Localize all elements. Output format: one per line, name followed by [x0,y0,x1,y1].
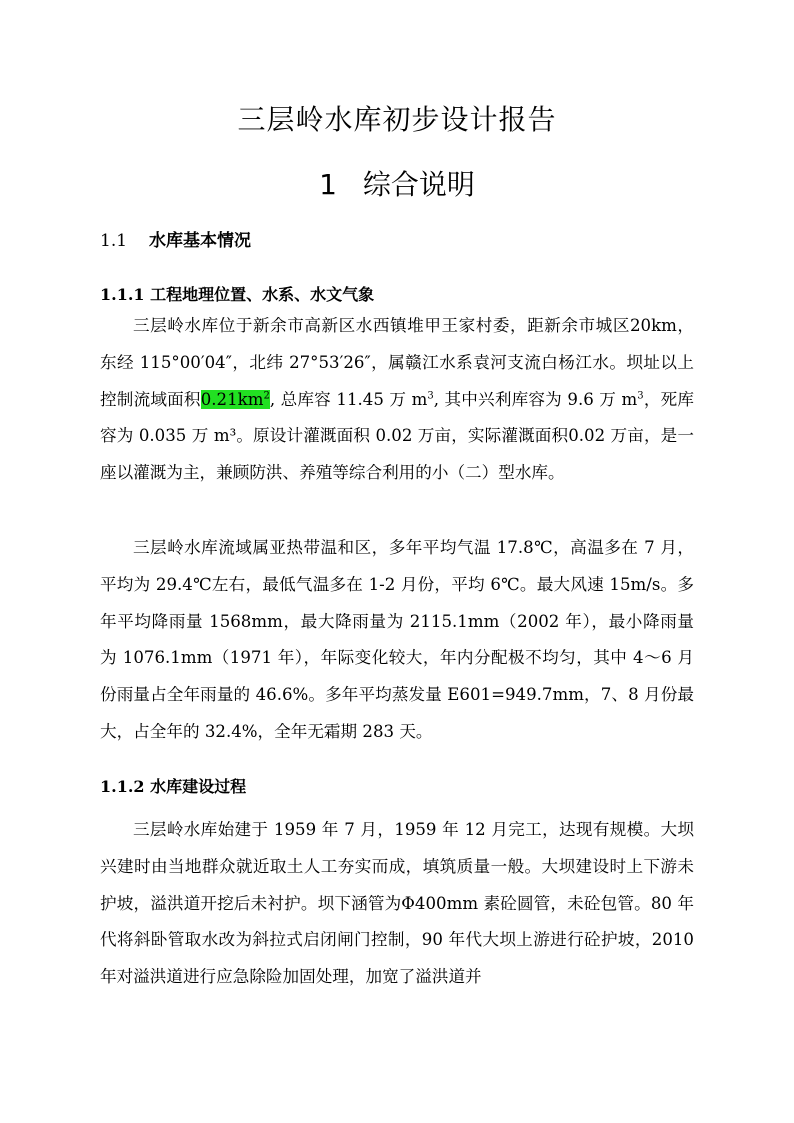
para1-text-a: 三层岭水库位于新余市高新区水西镇堆甲王家村委，距新余市城区20km，东经 115°00′04″，北纬 27°53′26″，属赣江水系袁河支流白杨江水。坝址以上控制流域面积 [100,316,694,409]
section-heading-1-1 [100,226,251,251]
document-title: 三层岭水库初步设计报告 [237,103,557,136]
para1-highlight-sup: 2 [263,390,270,402]
para1-text-d: ，死库容为 0.035 万 m³。原设计灌溉面积 0.02 万亩，实际灌溉面积0.02 万亩，是一座以灌溉为主，兼顾防洪、养殖等综合利用的小（二）型水库。 [100,389,695,483]
paragraph-climate: 三层岭水库流域属亚热带温和区，多年平均气温 17.8℃，高温多在 7 月，平均为 29.4℃左右，最低气温多在 1-2 月份，平均 6℃。最大风速 15m/s。多年平均降雨量 1568mm，最大降雨量为 2115.1mm（2002 年），最小降雨量为 1076.1mm（1971 年），年际变化较大，年内分配极不均匀，其中 4～6 月份雨量占全年雨量的 46.6%。多年平均蒸发量 E601=949.7mm，7、8 月份最大，占全年的 32.4%，全年无霜期 283 天。 [100,538,694,741]
subsection-heading-1-1-1: 1.1.1 工程地理位置、水系、水文气象 [100,285,375,304]
para1-text-b: , 总库容 11.45 万 m [269,389,428,409]
chapter-title: 综合说明 [362,168,475,201]
chapter-number: 1 [319,168,337,201]
para1-sup1: 3 [427,390,434,402]
paragraph-construction: 三层岭水库始建于 1959 年 7 月，1959 年 12 月完工，达现有规模。大坝兴建时由当地群众就近取土人工夯实而成，填筑质量一般。大坝建设时上下游未护坡，溢洪道开挖后未衬护。坝下涵管为Φ400mm 素砼圆管，未砼包管。80 年代将斜卧管取水改为斜拉式启闭闸门控制，90 年代大坝上游进行砼护坡，2010 年对溢洪道进行应急除险加固处理，加宽了溢洪道并 [100,820,694,987]
section-title: 水库基本情况 [149,231,252,251]
paragraph-location [100,308,694,492]
subsection-heading-1-1-2: 1.1.2 水库建设过程 [100,777,247,796]
para1-highlight: 0.21km [200,389,264,409]
section-number: 1.1 [100,231,128,251]
para1-sup2: 3 [637,390,644,402]
highlighted-area [201,390,270,409]
chapter-heading [0,163,794,203]
para1-text-c: , 其中兴利库容为 9.6 万 m [433,389,638,409]
